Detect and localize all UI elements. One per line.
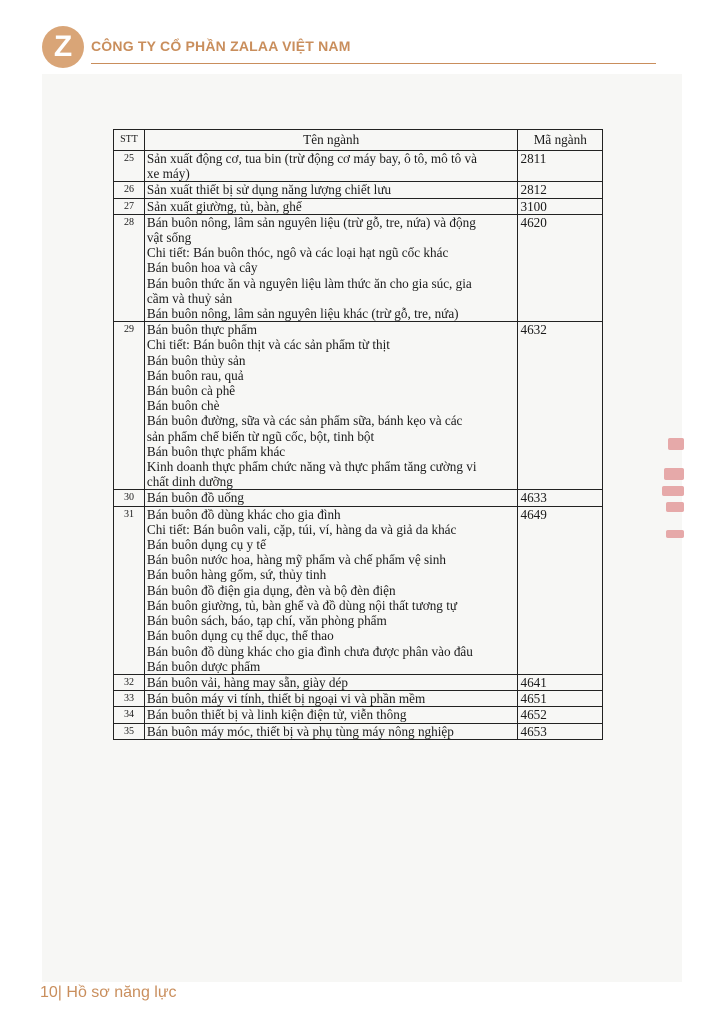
company-name: CÔNG TY CỔ PHẦN ZALAA VIỆT NAM bbox=[91, 38, 351, 54]
page-number: 10 bbox=[40, 984, 58, 1001]
row-name-line: Bán buôn sách, báo, tạp chí, văn phòng phẩm bbox=[146, 613, 387, 629]
table-row bbox=[114, 151, 603, 182]
row-stt: 30 bbox=[114, 490, 145, 506]
table-row bbox=[114, 674, 603, 690]
table-row bbox=[114, 723, 603, 739]
row-name-line: Bán buôn rau, quả bbox=[146, 367, 244, 383]
row-code: 4633 bbox=[518, 490, 603, 506]
page-footer bbox=[40, 984, 177, 1002]
row-name bbox=[144, 198, 518, 214]
logo-letter: Z bbox=[53, 30, 73, 63]
row-name-line: Bán buôn dụng cụ y tế bbox=[146, 537, 266, 553]
row-name-line: Bán buôn giường, tủ, bàn ghế và đồ dùng nội thất tương tự bbox=[146, 597, 458, 613]
row-code: 2812 bbox=[518, 182, 603, 198]
table-row bbox=[114, 707, 603, 723]
table-row bbox=[114, 322, 603, 490]
row-name-line: Bán buôn đường, sữa và các sản phẩm sữa, bánh kẹo và các bbox=[146, 413, 463, 429]
row-name-line: Bán buôn máy móc, thiết bị và phụ tùng máy nông nghiệp bbox=[146, 723, 454, 739]
row-name bbox=[144, 723, 518, 739]
row-name-line: xe máy) bbox=[146, 166, 190, 182]
row-name-line: Sản xuất giường, tủ, bàn, ghế bbox=[146, 198, 302, 214]
table-row bbox=[114, 506, 603, 674]
row-name-line: Bán buôn máy vi tính, thiết bị ngoại vi và phần mềm bbox=[146, 691, 426, 707]
row-name-line: vật sống bbox=[146, 230, 192, 246]
footer-separator: | bbox=[57, 984, 62, 1001]
row-code: 4652 bbox=[518, 707, 603, 723]
row-stt: 27 bbox=[114, 198, 145, 214]
company-logo bbox=[42, 26, 84, 68]
row-name-line: Bán buôn đồ dùng khác cho gia đình bbox=[146, 506, 341, 522]
row-name-line: Bán buôn đồ uống bbox=[146, 490, 244, 506]
row-name-line: Bán buôn nông, lâm sản nguyên liệu khác (trừ gỗ, tre, nứa) bbox=[146, 306, 459, 322]
page-header bbox=[0, 0, 724, 70]
row-name-line: Bán buôn cà phê bbox=[146, 383, 236, 399]
row-name-line: Chi tiết: Bán buôn vali, cặp, túi, ví, hàng da và giả da khác bbox=[146, 521, 457, 537]
row-name bbox=[144, 322, 518, 490]
row-name-line: Bán buôn hoa và cây bbox=[146, 260, 258, 276]
header-divider bbox=[91, 63, 656, 64]
row-name bbox=[144, 214, 518, 321]
table-row bbox=[114, 182, 603, 198]
row-name bbox=[144, 182, 518, 198]
row-name-line: Bán buôn nông, lâm sản nguyên liệu (trừ gỗ, tre, nứa) và động bbox=[146, 214, 476, 230]
row-name-line: sản phẩm chế biến từ ngũ cốc, bột, tinh bột bbox=[146, 428, 375, 444]
row-name-line: Bán buôn vải, hàng may sẵn, giày dép bbox=[146, 674, 348, 690]
table-row bbox=[114, 691, 603, 707]
row-name-line: Bán buôn thiết bị và linh kiện điện tử, viễn thông bbox=[146, 707, 407, 723]
row-code: 3100 bbox=[518, 198, 603, 214]
row-code: 2811 bbox=[518, 151, 603, 182]
row-stt: 31 bbox=[114, 506, 145, 674]
row-code: 4649 bbox=[518, 506, 603, 674]
row-code: 4651 bbox=[518, 691, 603, 707]
table-header-row bbox=[114, 130, 603, 151]
row-name-line: Bán buôn thủy sản bbox=[146, 352, 246, 368]
row-name bbox=[144, 506, 518, 674]
row-stt: 32 bbox=[114, 674, 145, 690]
row-name-line: Kinh doanh thực phẩm chức năng và thực phẩm tăng cường vi bbox=[146, 459, 477, 475]
row-stt: 25 bbox=[114, 151, 145, 182]
row-name-line: Bán buôn dược phẩm bbox=[146, 658, 261, 674]
row-name bbox=[144, 151, 518, 182]
row-name-line: Bán buôn đồ điện gia dụng, đèn và bộ đèn điện bbox=[146, 582, 396, 598]
header-stt: STT bbox=[114, 130, 145, 151]
row-name bbox=[144, 707, 518, 723]
row-name-line: Bán buôn thực phẩm khác bbox=[146, 443, 286, 459]
row-code: 4641 bbox=[518, 674, 603, 690]
row-name-line: Bán buôn nước hoa, hàng mỹ phẩm và chế phẩm vệ sinh bbox=[146, 552, 446, 568]
row-code: 4653 bbox=[518, 723, 603, 739]
row-stt: 28 bbox=[114, 214, 145, 321]
row-name bbox=[144, 674, 518, 690]
row-name bbox=[144, 691, 518, 707]
row-name-line: Chi tiết: Bán buôn thịt và các sản phẩm từ thịt bbox=[146, 337, 390, 353]
row-name-line: Chi tiết: Bán buôn thóc, ngô và các loại hạt ngũ cốc khác bbox=[146, 245, 449, 261]
row-code: 4620 bbox=[518, 214, 603, 321]
document-title: Hồ sơ năng lực bbox=[66, 984, 177, 1001]
row-stt: 26 bbox=[114, 182, 145, 198]
row-name-line: Sản xuất động cơ, tua bin (trừ động cơ máy bay, ô tô, mô tô và bbox=[146, 151, 477, 166]
header-name: Tên ngành bbox=[144, 130, 518, 151]
row-name-line: Bán buôn thực phẩm bbox=[146, 322, 257, 338]
row-stt: 34 bbox=[114, 707, 145, 723]
table-row bbox=[114, 490, 603, 506]
row-name-line: Sản xuất thiết bị sử dụng năng lượng chiết lưu bbox=[146, 182, 392, 198]
row-name-line: chất dinh dưỡng bbox=[146, 474, 233, 490]
red-stamp-fragment bbox=[660, 438, 684, 538]
row-name-line: Bán buôn thức ăn và nguyên liệu làm thức ăn cho gia súc, gia bbox=[146, 275, 472, 291]
business-lines-table bbox=[113, 129, 603, 740]
row-stt: 35 bbox=[114, 723, 145, 739]
row-name bbox=[144, 490, 518, 506]
header-code: Mã ngành bbox=[518, 130, 603, 151]
table-row bbox=[114, 198, 603, 214]
row-name-line: Bán buôn hàng gốm, sứ, thủy tinh bbox=[146, 567, 327, 583]
row-stt: 29 bbox=[114, 322, 145, 490]
row-code: 4632 bbox=[518, 322, 603, 490]
row-stt: 33 bbox=[114, 691, 145, 707]
row-name-line: cầm và thuỷ sản bbox=[146, 290, 233, 306]
row-name-line: Bán buôn dụng cụ thể dục, thể thao bbox=[146, 628, 334, 644]
row-name-line: Bán buôn đồ dùng khác cho gia đình chưa được phân vào đâu bbox=[146, 643, 473, 659]
table-row bbox=[114, 214, 603, 321]
row-name-line: Bán buôn chè bbox=[146, 398, 220, 414]
